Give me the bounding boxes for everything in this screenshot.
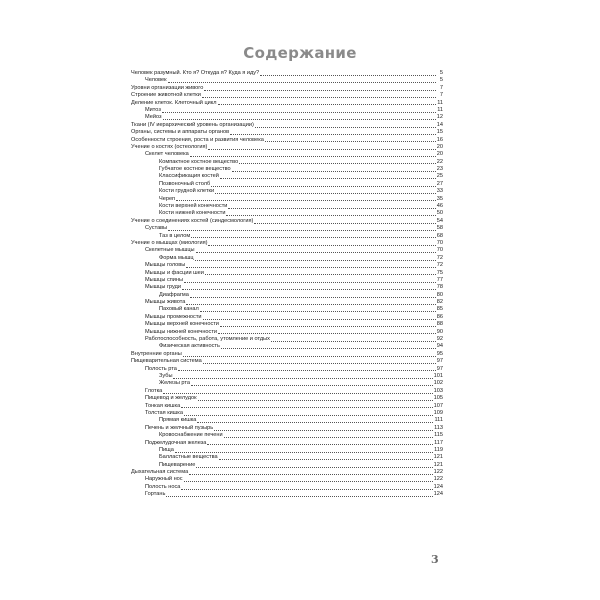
toc-entry-title: Человек	[145, 77, 167, 84]
toc-entry-title: Толстая кишка	[145, 409, 183, 416]
toc-entry-title: Учение о мышцах (миология)	[131, 239, 208, 246]
toc-entry-title: Наружный нос	[145, 476, 183, 483]
toc-leader-dots	[181, 489, 432, 490]
toc-entry-page: 20	[436, 151, 443, 158]
toc-entry-page: 11	[437, 106, 443, 113]
toc-entry-title: Строение животной клетки	[131, 92, 201, 99]
toc-entry-title: Внутренние органы	[131, 350, 182, 357]
toc-entry	[131, 417, 443, 424]
toc-entry-page: 121	[433, 454, 443, 461]
toc-entry	[131, 358, 443, 365]
toc-entry-title: Человек разумный. Кто я? Откуда я? Куда я иду?	[131, 69, 260, 76]
toc-entry-page: 70	[436, 239, 443, 246]
toc-entry-page: 70	[436, 247, 443, 254]
toc-entry	[131, 255, 443, 262]
toc-entry-title: Физическая активность	[159, 343, 220, 350]
toc-leader-dots	[202, 97, 436, 98]
toc-leader-dots	[220, 326, 436, 327]
toc-entry-title: Гортань	[145, 491, 166, 498]
toc-leader-dots	[205, 274, 436, 275]
toc-leader-dots	[271, 341, 436, 342]
toc-entry	[131, 395, 443, 402]
page-title: Содержание	[243, 44, 357, 62]
toc-entry-title: Мышцы верхней конечности	[145, 321, 219, 328]
toc-entry	[131, 484, 443, 491]
toc-entry-title: Губчатое костное вещество	[159, 166, 231, 173]
toc-entry-title: Тонкая кишка	[145, 402, 181, 409]
toc-entry-page: 72	[436, 262, 443, 269]
toc-entry	[131, 454, 443, 461]
toc-entry-page: 117	[434, 439, 443, 446]
toc-entry-title: Мышцы груди	[145, 284, 182, 291]
toc-leader-dots	[226, 215, 435, 216]
toc-entry	[131, 277, 443, 284]
toc-entry-title: Пищевод и желудок	[145, 395, 197, 402]
toc-entry	[131, 240, 443, 247]
toc-entry-title: Деление клеток. Клеточный цикл	[131, 99, 217, 106]
toc-entry-page: 124	[433, 483, 443, 490]
toc-entry-page: 85	[436, 306, 443, 313]
toc-entry-title: Пища	[159, 446, 174, 453]
toc-entry-title: Печень и желчный пузырь	[145, 424, 214, 431]
toc-entry-page: 7	[439, 84, 443, 91]
toc-entry	[131, 270, 443, 277]
toc-leader-dots	[196, 467, 432, 468]
toc-entry-page: 82	[436, 299, 443, 306]
toc-entry	[131, 447, 443, 454]
toc-entry	[131, 491, 443, 498]
toc-entry-page: 80	[436, 291, 443, 298]
toc-entry-title: Кровоснабжение печени	[159, 432, 223, 439]
toc-entry	[131, 307, 443, 314]
toc-leader-dots	[203, 319, 436, 320]
toc-entry-title: Скелетные мышцы	[145, 247, 195, 254]
toc-leader-dots	[186, 267, 435, 268]
page-number: 3	[431, 553, 439, 566]
toc-entry-title: Паховый канал	[159, 306, 199, 313]
toc-entry	[131, 114, 443, 121]
toc-entry-title: Балластные вещества	[159, 454, 218, 461]
toc-leader-dots	[186, 304, 435, 305]
toc-leader-dots	[166, 496, 432, 497]
toc-entry	[131, 196, 443, 203]
toc-entry-page: 58	[436, 225, 443, 232]
toc-entry-title: Учение о костях (остеология)	[131, 143, 208, 150]
toc-leader-dots	[232, 171, 436, 172]
toc-entry-page: 11	[437, 99, 443, 106]
toc-entry-page: 113	[434, 424, 443, 431]
toc-entry-title: Мышцы и фасции шеи	[145, 269, 204, 276]
toc-entry	[131, 262, 443, 269]
toc-entry-title: Череп	[159, 195, 176, 202]
toc-entry-page: 27	[436, 180, 443, 187]
toc-entry	[131, 188, 443, 195]
toc-entry-page: 97	[436, 358, 443, 365]
toc-entry	[131, 144, 443, 151]
toc-entry-title: Суставы	[145, 225, 168, 232]
toc-leader-dots	[219, 459, 433, 460]
toc-entry-title: Мышцы живота	[145, 299, 186, 306]
toc-entry-title: Компактное костное вещество	[159, 158, 239, 165]
toc-entry-title: Кости нижней конечности	[159, 210, 226, 217]
toc-entry-title: Дыхательная система	[131, 469, 189, 476]
toc-entry-title: Мышцы промежности	[145, 313, 202, 320]
toc-entry	[131, 210, 443, 217]
toc-leader-dots	[181, 407, 432, 408]
toc-entry-page: 122	[433, 476, 443, 483]
toc-entry	[131, 380, 443, 387]
toc-entry-page: 16	[436, 136, 443, 143]
toc-entry-page: 68	[436, 232, 443, 239]
toc-entry-page: 97	[436, 365, 443, 372]
toc-entry-title: Глотка	[145, 387, 163, 394]
toc-leader-dots	[254, 223, 435, 224]
table-of-contents	[131, 70, 443, 499]
toc-entry-page: 88	[436, 321, 443, 328]
toc-entry-page: 14	[436, 121, 443, 128]
toc-entry-page: 101	[433, 373, 443, 379]
toc-entry-page: 25	[436, 173, 443, 180]
toc-entry-page: 90	[436, 328, 443, 335]
toc-entry-title: Железы рта	[159, 380, 191, 387]
toc-entry-title: Полость носа	[145, 483, 181, 490]
toc-leader-dots	[221, 348, 436, 349]
toc-entry-page: 109	[433, 409, 443, 416]
toc-entry-title: Органы, системы и аппараты органов	[131, 129, 230, 136]
toc-entry-title: Полость рта	[145, 365, 177, 372]
toc-entry	[131, 462, 443, 469]
toc-entry-page: 72	[436, 254, 443, 261]
toc-leader-dots	[183, 356, 436, 357]
toc-entry-title: Классификация костей	[159, 173, 219, 180]
toc-entry	[131, 425, 443, 432]
toc-entry-page: 111	[434, 417, 443, 424]
toc-leader-dots	[260, 75, 436, 76]
toc-entry-title: Пищеварение	[159, 461, 196, 468]
toc-leader-dots	[196, 252, 436, 253]
toc-leader-dots	[215, 193, 436, 194]
toc-entry	[131, 476, 443, 483]
toc-entry	[131, 233, 443, 240]
toc-leader-dots	[218, 333, 436, 334]
toc-entry-page: 78	[436, 284, 443, 291]
toc-entry-title: Пищеварительная система	[131, 358, 202, 365]
toc-leader-dots	[189, 474, 432, 475]
toc-entry-page: 23	[436, 166, 443, 173]
toc-entry-title: Ткани (IV иерархический уровень организации)	[131, 121, 254, 128]
toc-entry-page: 50	[436, 210, 443, 217]
toc-entry	[131, 284, 443, 291]
toc-entry	[131, 107, 443, 114]
toc-entry-title: Мышцы головы	[145, 262, 186, 269]
toc-entry-page: 46	[436, 203, 443, 210]
toc-entry	[131, 77, 443, 84]
toc-leader-dots	[173, 378, 432, 379]
toc-entry-page: 22	[436, 158, 443, 165]
toc-leader-dots	[211, 186, 436, 187]
toc-entry-title: Скелет человека	[145, 151, 189, 158]
toc-leader-dots	[214, 430, 433, 431]
toc-entry-page: 122	[433, 469, 443, 476]
toc-leader-dots	[228, 208, 435, 209]
toc-entry-page: 12	[436, 114, 443, 121]
toc-leader-dots	[163, 119, 436, 120]
toc-entry-page: 119	[434, 446, 443, 453]
toc-entry-page: 107	[433, 402, 443, 409]
toc-leader-dots	[162, 112, 436, 113]
toc-leader-dots	[168, 82, 436, 83]
toc-entry-page: 121	[433, 461, 443, 468]
toc-entry	[131, 225, 443, 232]
toc-leader-dots	[255, 127, 436, 128]
toc-leader-dots	[191, 385, 433, 386]
toc-leader-dots	[218, 104, 436, 105]
toc-leader-dots	[265, 141, 436, 142]
toc-entry-page: 94	[436, 343, 443, 350]
toc-leader-dots	[175, 452, 433, 453]
toc-leader-dots	[208, 245, 435, 246]
toc-leader-dots	[168, 230, 436, 231]
toc-entry-page: 35	[436, 195, 443, 202]
toc-entry	[131, 440, 443, 447]
toc-leader-dots	[198, 400, 433, 401]
toc-entry	[131, 410, 443, 417]
toc-entry-title: Работоспособность, работа, утомление и отдых	[145, 336, 270, 343]
toc-entry-page: 103	[433, 387, 443, 394]
toc-entry	[131, 321, 443, 328]
toc-leader-dots	[220, 178, 436, 179]
toc-entry-title: Таз в целом	[159, 232, 191, 239]
toc-entry	[131, 343, 443, 350]
toc-leader-dots	[207, 444, 433, 445]
toc-entry	[131, 129, 443, 136]
toc-entry	[131, 137, 443, 144]
toc-leader-dots	[184, 282, 436, 283]
toc-leader-dots	[190, 156, 436, 157]
toc-entry	[131, 373, 443, 380]
toc-leader-dots	[204, 90, 436, 91]
toc-entry-page: 5	[439, 77, 443, 84]
toc-entry-title: Зубы	[159, 373, 173, 379]
toc-entry-title: Учение о соединениях костей (синдесмология)	[131, 217, 254, 224]
toc-entry	[131, 336, 443, 343]
toc-leader-dots	[197, 422, 433, 423]
toc-entry-page: 102	[433, 380, 443, 387]
toc-leader-dots	[191, 237, 436, 238]
toc-entry	[131, 92, 443, 99]
toc-entry-page: 86	[436, 313, 443, 320]
toc-entry-page: 20	[436, 143, 443, 150]
toc-entry	[131, 366, 443, 373]
toc-entry	[131, 388, 443, 395]
toc-leader-dots	[176, 200, 436, 201]
toc-entry-page: 54	[436, 217, 443, 224]
toc-entry	[131, 100, 443, 107]
toc-entry	[131, 122, 443, 129]
toc-entry-title: Митоз	[145, 106, 161, 113]
toc-entry-page: 77	[436, 276, 443, 283]
toc-entry	[131, 70, 443, 77]
toc-entry-page: 75	[436, 269, 443, 276]
toc-leader-dots	[178, 370, 436, 371]
toc-entry	[131, 247, 443, 254]
toc-leader-dots	[203, 363, 436, 364]
toc-entry	[131, 432, 443, 439]
toc-leader-dots	[195, 260, 436, 261]
toc-entry	[131, 329, 443, 336]
toc-entry-title: Форма мышц	[159, 254, 194, 261]
toc-entry-title: Прямая кишка	[159, 417, 197, 424]
toc-entry	[131, 151, 443, 158]
toc-entry-title: Кости верхней конечности	[159, 203, 228, 210]
toc-entry-title: Мышцы спины	[145, 276, 184, 283]
toc-leader-dots	[182, 289, 436, 290]
toc-entry	[131, 351, 443, 358]
toc-entry-page: 95	[436, 350, 443, 357]
toc-entry-title: Мейоз	[145, 114, 162, 121]
toc-leader-dots	[239, 163, 436, 164]
toc-leader-dots	[224, 437, 434, 438]
toc-leader-dots	[163, 393, 432, 394]
toc-entry-title: Уровни организации живого	[131, 84, 204, 91]
toc-entry-page: 105	[433, 395, 443, 402]
toc-entry-title: Особенности строения, роста и развития человека	[131, 136, 264, 143]
toc-entry-title: Мышцы нижней конечности	[145, 328, 218, 335]
toc-entry	[131, 292, 443, 299]
toc-entry	[131, 218, 443, 225]
toc-leader-dots	[184, 415, 433, 416]
toc-leader-dots	[184, 481, 433, 482]
toc-entry-page: 92	[436, 336, 443, 343]
toc-entry-page: 15	[436, 129, 443, 136]
toc-entry	[131, 403, 443, 410]
toc-entry-title: Кости грудной клетки	[159, 188, 215, 195]
toc-entry-page: 115	[434, 432, 443, 439]
toc-leader-dots	[208, 149, 435, 150]
toc-entry-page: 7	[439, 92, 443, 99]
toc-entry-title: Позвоночный столб	[159, 180, 211, 187]
toc-entry-page: 33	[436, 188, 443, 195]
toc-leader-dots	[200, 311, 436, 312]
toc-entry	[131, 173, 443, 180]
toc-leader-dots	[230, 134, 436, 135]
toc-entry-title: Поджелудочная железа	[145, 439, 207, 446]
toc-entry-page: 124	[433, 491, 443, 498]
toc-entry	[131, 159, 443, 166]
toc-entry-page: 5	[439, 69, 443, 76]
toc-leader-dots	[190, 297, 436, 298]
toc-entry-title: Диафрагма	[159, 291, 189, 298]
